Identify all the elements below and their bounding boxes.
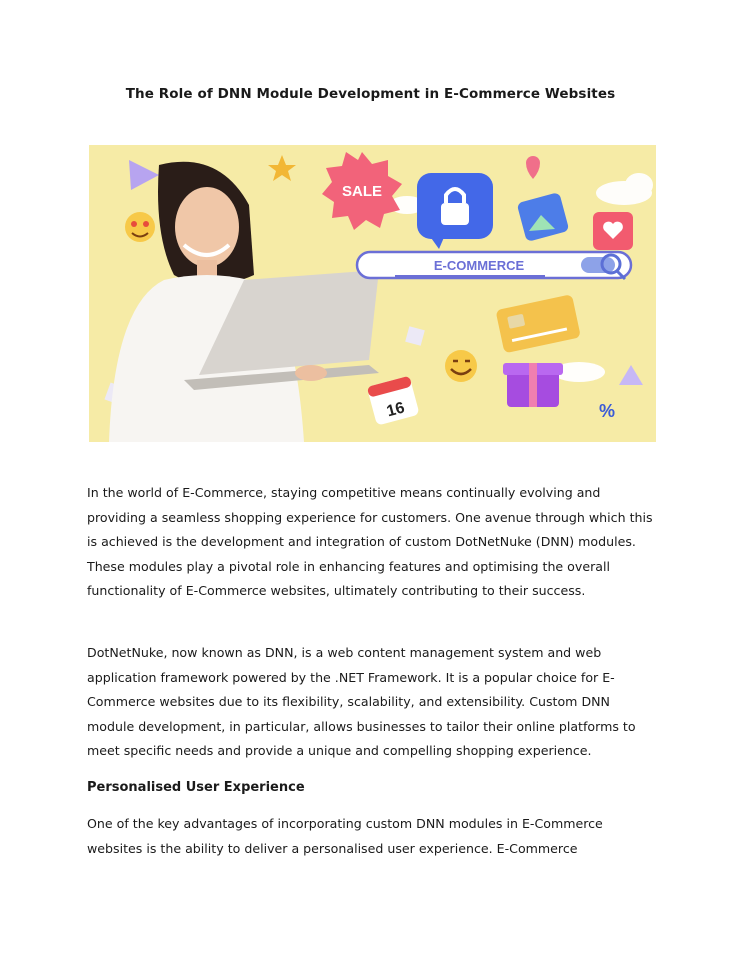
page-title: The Role of DNN Module Development in E-Commerce Websites [125,86,616,102]
paragraph: DotNetNuke, now known as DNN, is a web content management system and web application framework powered by the .NET Framework. It is a popular choice for E-Commerce websites due to its flexibility, scalability, and extensibility. Custom DNN module development, in particular, allows businesses to tailor their online platforms to meet specific needs and provide a unique and compelling shopping experience. [87,645,636,758]
section-paragraph [87,812,657,861]
section-heading: Personalised User Experience [87,780,305,795]
calendar-day-text: 16 [384,399,407,421]
paragraph: In the world of E-Commerce, staying competitive means continually evolving and providing a seamless shopping experience for customers. One avenue through which this is achieved is the development and integration of custom DotNetNuke (DNN) modules. These modules play a pivotal role in enhancing features and optimising the overall functionality of E-Commerce websites, ultimately contributing to their success. [87,485,653,598]
sale-badge-text: SALE [341,183,383,200]
intro-paragraph [87,481,657,604]
hero-image [89,145,656,442]
dnn-paragraph [87,641,657,764]
percent-tag-text: % [598,401,616,421]
search-bar-text: E-COMMERCE [433,258,525,273]
paragraph: One of the key advantages of incorporating custom DNN modules in E-Commerce websites is the ability to deliver a personalised user experience. E-Commerce [87,816,603,856]
